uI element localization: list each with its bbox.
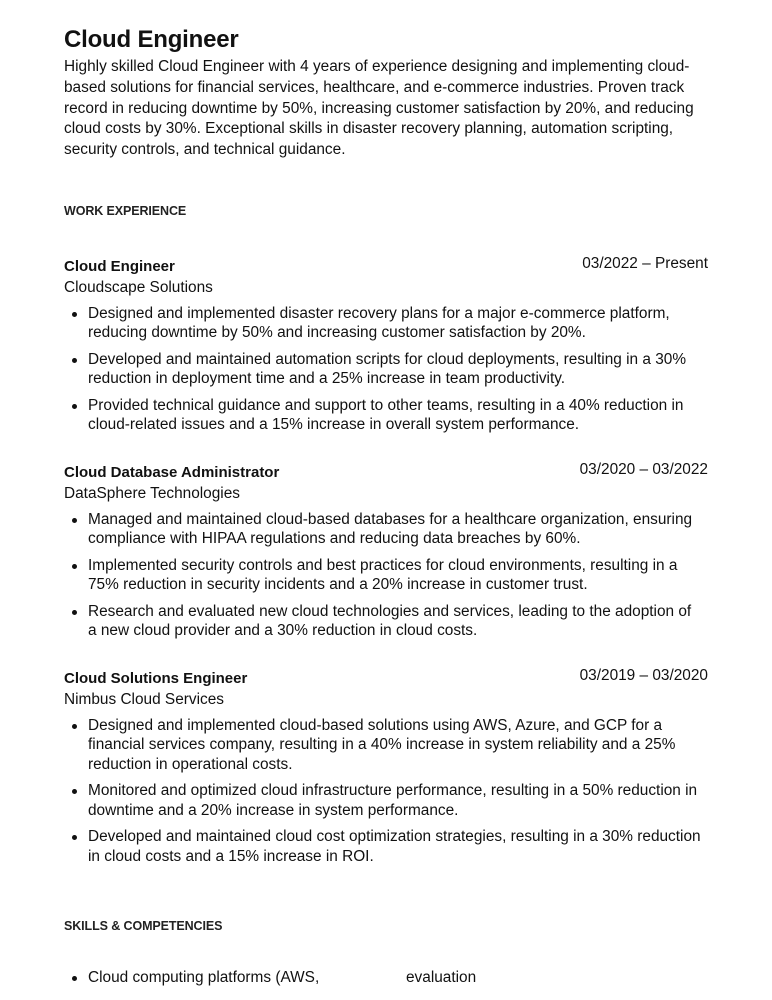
work-experience-list xyxy=(64,255,708,867)
job-bullet: Managed and maintained cloud-based databases for a healthcare organization, ensuring compliance with HIPAA regulations and reducing data breaches by 60%. xyxy=(88,510,708,549)
skill-item-continuation: evaluation xyxy=(406,969,477,987)
job-title: Cloud Solutions Engineer xyxy=(64,669,248,687)
company-name: Nimbus Cloud Services xyxy=(64,690,224,708)
job-bullet: Monitored and optimized cloud infrastructure performance, resulting in a 50% reduction in downtime and a 20% increase in system performance. xyxy=(88,781,708,820)
resume-page xyxy=(64,24,708,988)
job-entry xyxy=(64,255,708,435)
section-title-work-experience: WORK EXPERIENCE xyxy=(64,203,187,218)
job-bullet: Provided technical guidance and support to other teams, resulting in a 40% reduction in cloud-related issues and a 15% increase in overall system performance. xyxy=(88,396,708,435)
job-title: Cloud Database Administrator xyxy=(64,463,280,481)
skill-item: Cloud computing platforms (AWS, xyxy=(88,968,406,988)
section-title-skills: SKILLS & COMPETENCIES xyxy=(64,919,223,934)
job-bullet: Developed and maintained cloud cost optimization strategies, resulting in a 30% reduction in cloud costs and a 15% increase in ROI. xyxy=(88,827,708,866)
job-bullets xyxy=(64,510,708,641)
job-bullet: Designed and implemented cloud-based solutions using AWS, Azure, and GCP for a financial services company, resulting in a 40% increase in system reliability and a 25% reduction in operational costs. xyxy=(88,716,708,775)
professional-summary: Highly skilled Cloud Engineer with 4 years of experience designing and implementing cloud-based solutions for financial services, healthcare, and e-commerce industries. Proven track record in reducing downtime by 50%, increasing customer satisfaction by 20%, and reducing cloud costs by 30%. Exceptional skills in disaster recovery planning, automation scripting, security controls, and technical guidance. xyxy=(64,58,694,159)
job-dates: 03/2020 – 03/2022 xyxy=(579,460,708,478)
skills-list xyxy=(64,968,708,988)
job-bullet: Developed and maintained automation scripts for cloud deployments, resulting in a 30% reduction in deployment time and a 25% increase in team productivity. xyxy=(88,350,708,389)
company-name: Cloudscape Solutions xyxy=(64,278,213,296)
job-header xyxy=(64,255,708,277)
job-dates: 03/2019 – 03/2020 xyxy=(579,666,708,684)
job-bullet: Designed and implemented disaster recovery plans for a major e-commerce platform, reducing downtime by 50% and increasing customer satisfaction by 20%. xyxy=(88,304,708,343)
job-header xyxy=(64,667,708,689)
job-header xyxy=(64,461,708,483)
job-bullet: Research and evaluated new cloud technologies and services, leading to the adoption of a new cloud provider and a 30% reduction in cloud costs. xyxy=(88,602,708,641)
job-bullets xyxy=(64,716,708,867)
job-entry xyxy=(64,461,708,641)
job-title: Cloud Engineer xyxy=(64,257,175,275)
job-dates: 03/2022 – Present xyxy=(582,254,708,272)
resume-name: Cloud Engineer xyxy=(64,26,239,53)
job-bullet: Implemented security controls and best practices for cloud environments, resulting in a 75% reduction in security incidents and a 20% increase in customer trust. xyxy=(88,556,708,595)
job-bullets xyxy=(64,304,708,435)
job-entry xyxy=(64,667,708,867)
company-name: DataSphere Technologies xyxy=(64,484,240,502)
